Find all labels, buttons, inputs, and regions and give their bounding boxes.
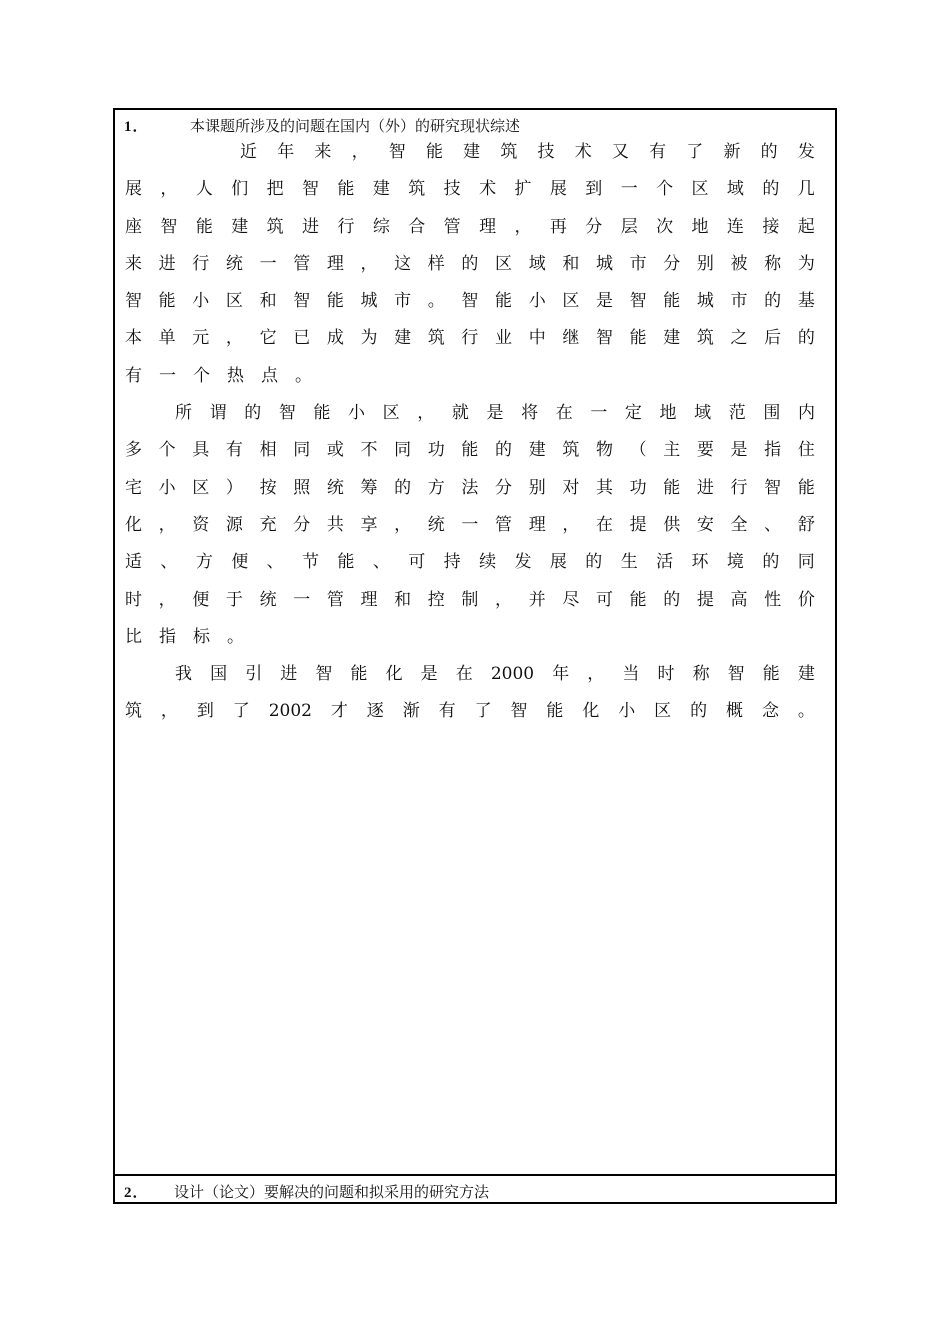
body-line: 所 谓 的 智 能 小 区 ， 就 是 将 在 一 定 地 域 范 围 内 <box>175 403 815 424</box>
body-line: 筑 ， 到 了 2002 才 逐 渐 有 了 智 能 化 小 区 的 概 念 。 <box>125 701 815 722</box>
section-1-heading <box>124 115 520 136</box>
body-line: 宅 小 区 ） 按 照 统 筹 的 方 法 分 别 对 其 功 能 进 行 智 能 <box>125 477 815 498</box>
proposal-form-table <box>113 108 837 1204</box>
body-line: 本 单 元 ， 它 已 成 为 建 筑 行 业 中 继 智 能 建 筑 之 后 的 <box>125 328 815 349</box>
section-1-number: 1． <box>124 119 149 135</box>
body-line: 时 ， 便 于 统 一 管 理 和 控 制 ， 并 尽 可 能 的 提 高 性 价 <box>125 589 815 610</box>
body-line: 有 一 个 热 点 。 <box>125 365 312 386</box>
body-line: 化 ， 资 源 充 分 共 享 ， 统 一 管 理 ， 在 提 供 安 全 、 舒 <box>125 514 815 535</box>
section-2-title: 设计（论文）要解决的问题和拟采用的研究方法 <box>174 1183 490 1201</box>
section-research-method <box>115 1176 835 1202</box>
section-research-status <box>115 110 835 1176</box>
body-line: 来 进 行 统 一 管 理 ， 这 样 的 区 域 和 城 市 分 别 被 称 为 <box>125 253 815 274</box>
body-line: 适 、 方 便 、 节 能 、 可 持 续 发 展 的 生 活 环 境 的 同 <box>125 552 815 573</box>
body-line: 比 指 标 。 <box>125 626 244 647</box>
body-line: 近 年 来 ， 智 能 建 筑 技 术 又 有 了 新 的 发 <box>240 142 815 162</box>
section-1-title: 本课题所涉及的问题在国内（外）的研究现状综述 <box>190 117 521 135</box>
body-line: 座 智 能 建 筑 进 行 综 合 管 理 ， 再 分 层 次 地 连 接 起 <box>125 216 815 237</box>
body-line: 多 个 具 有 相 同 或 不 同 功 能 的 建 筑 物 （ 主 要 是 指 住 <box>125 440 815 461</box>
section-2-heading <box>124 1181 489 1202</box>
body-line: 我 国 引 进 智 能 化 是 在 2000 年 ， 当 时 称 智 能 建 <box>175 664 815 685</box>
body-line: 智 能 小 区 和 智 能 城 市 。 智 能 小 区 是 智 能 城 市 的 基 <box>125 291 815 312</box>
section-1-body <box>125 134 815 731</box>
body-line: 展 ， 人 们 把 智 能 建 筑 技 术 扩 展 到 一 个 区 域 的 几 <box>125 179 815 200</box>
section-2-number: 2． <box>124 1185 149 1201</box>
